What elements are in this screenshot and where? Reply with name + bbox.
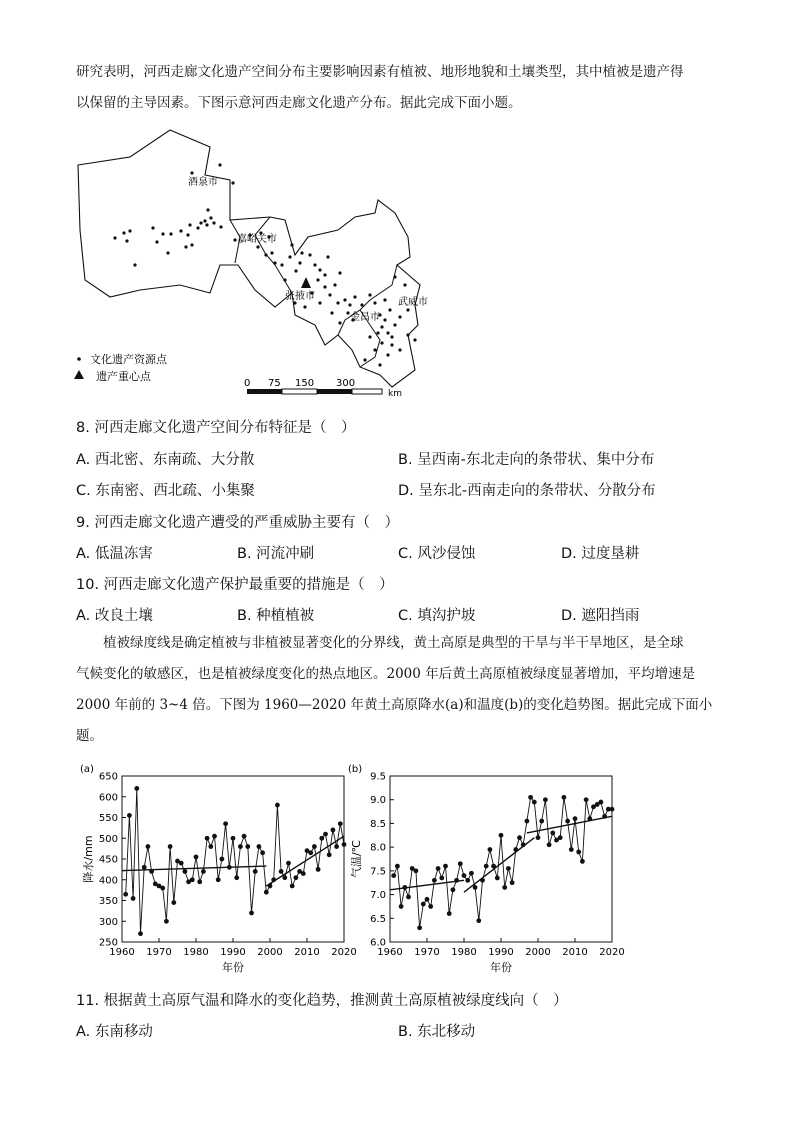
temp-data-point (532, 800, 537, 805)
precip-data-point (342, 842, 347, 847)
city-label-jinchang: 金昌市 (350, 312, 380, 323)
precip-data-point (316, 867, 321, 872)
precip-ytick-label: 650 (98, 771, 118, 783)
q11-option-a[interactable]: A. 东南移动 (76, 1024, 153, 1040)
city-label-zhangye: 张掖市 (285, 291, 315, 302)
precip-xtick-label: 1960 (109, 947, 135, 958)
precip-data-point (331, 828, 336, 833)
heritage-point (403, 283, 406, 286)
temp-data-point (580, 859, 585, 864)
heritage-point (290, 243, 293, 246)
q10-option-c[interactable]: C. 填沟护坡 (398, 608, 476, 624)
question-11-stem: 11. 根据黄土高原气温和降水的变化趋势，推测黄土高原植被绿度线向（ ） (76, 993, 568, 1009)
scale-tick-0: 0 (244, 378, 251, 389)
heritage-point (203, 219, 206, 222)
heritage-point (300, 251, 303, 254)
passage-2-line-3: 2000 年前的 3~4 倍。下图为 1960—2020 年黄土高原降水(a)和温度(b)的变化趋势图。据此完成下面小 (76, 697, 713, 713)
temperature-chart (348, 760, 633, 980)
heritage-point (190, 171, 193, 174)
precip-data-point (286, 861, 291, 866)
heritage-point (190, 243, 193, 246)
heritage-point (196, 226, 199, 229)
precip-data-point (249, 911, 254, 916)
temp-data-point (443, 864, 448, 869)
heritage-point (390, 335, 393, 338)
temp-xtick-label: 2020 (599, 947, 625, 958)
heritage-point (338, 271, 341, 274)
temp-data-point (462, 873, 467, 878)
temp-data-point (406, 895, 411, 900)
precip-data-point (264, 890, 269, 895)
temp-ytick-label: 6.0 (370, 937, 386, 949)
q10-option-b[interactable]: B. 种植植被 (237, 608, 315, 624)
temp-data-point (565, 819, 570, 824)
precip-xlabel: 年份 (222, 961, 244, 974)
q8-option-d[interactable]: D. 呈东北-西南走向的条带状、分散分布 (398, 483, 656, 499)
heritage-point (353, 295, 356, 298)
temp-xtick-label: 2010 (562, 947, 588, 958)
heritage-point (122, 231, 125, 234)
precip-ytick-label: 350 (98, 896, 118, 907)
temp-data-point (495, 876, 500, 881)
precip-data-point (257, 844, 262, 849)
temp-trend-line (527, 816, 612, 833)
precip-data-point (279, 869, 284, 874)
temp-data-point (476, 918, 481, 923)
temp-xtick-label: 1980 (451, 947, 477, 958)
passage-1 (76, 57, 716, 119)
temp-data-point (525, 819, 530, 824)
temp-data-point (550, 831, 555, 836)
heritage-point (298, 261, 301, 264)
precip-data-point (183, 869, 188, 874)
precip-data-point (245, 844, 250, 849)
precip-ytick-label: 450 (98, 854, 118, 866)
heritage-point (383, 318, 386, 321)
heritage-point (206, 208, 209, 211)
temp-ytick-label: 7.0 (370, 890, 386, 902)
temp-data-point (528, 795, 533, 800)
temp-data-point (436, 866, 441, 871)
temp-data-point (576, 849, 581, 854)
heritage-point (378, 363, 381, 366)
temp-data-point (547, 842, 552, 847)
heritage-point (294, 269, 297, 272)
heritage-point (338, 321, 341, 324)
temp-xtick-label: 1960 (377, 947, 403, 958)
precipitation-chart (80, 760, 365, 980)
precip-data-point (223, 821, 228, 826)
precip-ylabel: 降水/mm (82, 835, 95, 883)
precip-ytick-label: 500 (98, 833, 118, 845)
precip-data-point (319, 836, 324, 841)
heritage-point (212, 221, 215, 224)
precip-data-point (190, 877, 195, 882)
heritage-point (188, 223, 191, 226)
scale-unit: km (388, 389, 402, 399)
precip-ytick-label: 600 (98, 792, 118, 804)
temp-data-point (458, 861, 463, 866)
temp-data-point (395, 864, 400, 869)
precip-data-point (212, 834, 217, 839)
temp-data-point (562, 795, 567, 800)
temp-data-point (484, 864, 489, 869)
heritage-point (151, 226, 154, 229)
heritage-point (368, 335, 371, 338)
precip-series-line (126, 788, 344, 933)
precip-ytick-label: 250 (98, 937, 118, 949)
temp-data-point (421, 902, 426, 907)
precip-data-point (294, 875, 299, 880)
precip-data-point (131, 896, 136, 901)
precip-data-point (134, 786, 139, 791)
precip-data-point (164, 919, 169, 924)
heritage-point (318, 301, 321, 304)
temp-data-point (610, 807, 615, 812)
precip-xtick-label: 2010 (294, 947, 320, 958)
city-label-wuwei: 武威市 (398, 297, 428, 308)
temp-data-point (469, 871, 474, 876)
precip-data-point (197, 879, 202, 884)
heritage-point (128, 229, 131, 232)
heritage-point (333, 283, 336, 286)
heritage-point (393, 275, 396, 278)
heritage-point (316, 278, 319, 281)
heritage-point (155, 240, 158, 243)
precip-data-point (146, 844, 151, 849)
heritage-point (308, 253, 311, 256)
scale-tick-150: 150 (295, 378, 315, 389)
precip-data-point (194, 855, 199, 860)
zhangye-boundary (255, 217, 292, 293)
precip-data-point (179, 861, 184, 866)
q8-option-a[interactable]: A. 西北密、东南疏、大分散 (76, 452, 255, 468)
precip-data-point (275, 803, 280, 808)
temp-data-point (517, 835, 522, 840)
precip-xtick-label: 1990 (220, 947, 246, 958)
heritage-point (219, 225, 222, 228)
hexi-corridor-map (70, 125, 430, 400)
question-10-stem: 10. 河西走廊文化遗产保护最重要的措施是（ ） (76, 577, 394, 593)
heritage-point (166, 251, 169, 254)
precip-data-point (308, 850, 313, 855)
temp-data-point (399, 904, 404, 909)
precip-xtick-label: 1980 (183, 947, 209, 958)
q8-option-b[interactable]: B. 呈西南-东北走向的条带状、集中分布 (398, 452, 655, 468)
heritage-point (186, 233, 189, 236)
legend-dot-icon (77, 357, 81, 361)
legend-triangle-icon (74, 370, 84, 379)
heritage-point (323, 273, 326, 276)
passage-1-line-2: 以保留的主导因素。下图示意河西走廊文化遗产分布。据此完成下面小题。 (76, 95, 522, 111)
temp-ytick-label: 6.5 (370, 913, 386, 925)
city-label-jiayuguan: 嘉峪关市 (237, 234, 277, 245)
temp-data-point (428, 904, 433, 909)
precip-xtick-label: 2000 (257, 947, 283, 958)
heritage-point (388, 308, 391, 311)
temp-data-point (558, 835, 563, 840)
heritage-point (283, 278, 286, 281)
heritage-point (360, 303, 363, 306)
scale-tick-75: 75 (268, 378, 281, 389)
precip-trend-line (266, 836, 344, 886)
precip-data-point (220, 857, 225, 862)
heritage-point (256, 245, 259, 248)
heritage-point (380, 341, 383, 344)
heritage-point (218, 163, 221, 166)
temp-data-point (432, 878, 437, 883)
temp-data-point (599, 800, 604, 805)
heritage-point (368, 293, 371, 296)
precip-data-point (338, 821, 343, 826)
heritage-point (184, 245, 187, 248)
passage-2-line-4: 题。 (76, 728, 103, 744)
scale-tick-300: 300 (336, 378, 356, 389)
temp-data-point (447, 911, 452, 916)
jinchang-boundary (338, 265, 397, 335)
temp-data-point (536, 835, 541, 840)
precip-data-point (171, 900, 176, 905)
heritage-point (373, 348, 376, 351)
temp-data-point (439, 876, 444, 881)
precip-data-point (242, 834, 247, 839)
temp-data-point (502, 885, 507, 890)
heritage-center-point (301, 277, 311, 288)
precip-data-point (253, 869, 258, 874)
heritage-point (231, 181, 234, 184)
heritage-point (273, 261, 276, 264)
heritage-point (280, 263, 283, 266)
precip-data-point (168, 844, 173, 849)
precip-data-point (208, 844, 213, 849)
temp-xtick-label: 1990 (488, 947, 514, 958)
q9-option-c[interactable]: C. 风沙侵蚀 (398, 546, 476, 562)
temp-data-point (510, 880, 515, 885)
temp-ytick-label: 8.5 (370, 818, 386, 830)
temp-data-point (465, 878, 470, 883)
passage-2-line-1: 植被绿度线是确定植被与非植被显著变化的分界线，黄土高原是典型的干旱与半干旱地区，是全球 (103, 635, 684, 651)
temp-xtick-label: 1970 (414, 947, 440, 958)
precip-ytick-label: 300 (98, 916, 118, 928)
heritage-point (288, 255, 291, 258)
temp-xtick-label: 2000 (525, 947, 551, 958)
precip-data-point (334, 844, 339, 849)
heritage-point (179, 229, 182, 232)
hexi-region-outline (78, 130, 420, 387)
heritage-point (336, 301, 339, 304)
precip-plot-frame (122, 776, 344, 942)
heritage-point (406, 308, 409, 311)
temp-data-point (539, 819, 544, 824)
precip-panel-label: (a) (80, 764, 94, 775)
heritage-point (406, 333, 409, 336)
heritage-point (393, 323, 396, 326)
temp-data-point (573, 816, 578, 821)
precip-ytick-label: 550 (98, 813, 118, 824)
temp-data-point (543, 797, 548, 802)
heritage-point (398, 348, 401, 351)
heritage-point (343, 298, 346, 301)
temp-ytick-label: 7.5 (370, 866, 386, 878)
precip-ytick-label: 400 (98, 875, 118, 887)
temp-ytick-label: 9.5 (370, 771, 386, 783)
precip-data-point (260, 850, 265, 855)
heritage-point (373, 301, 376, 304)
precip-data-point (205, 836, 210, 841)
passage-2 (76, 628, 716, 752)
temp-data-point (425, 897, 430, 902)
city-label-jiuquan: 酒泉市 (188, 177, 218, 188)
precip-data-point (290, 884, 295, 889)
q11-option-b[interactable]: B. 东北移动 (398, 1024, 476, 1040)
question-8-stem: 8. 河西走廊文化遗产空间分布特征是（ ） (76, 420, 356, 436)
question-9-stem: 9. 河西走廊文化遗产遭受的严重威胁主要有（ ） (76, 515, 399, 531)
precip-xtick-label: 1970 (146, 947, 172, 958)
temp-ytick-label: 8.0 (370, 842, 386, 854)
scale-bar (244, 378, 402, 399)
heritage-point (133, 263, 136, 266)
temp-panel-label: (b) (348, 764, 363, 775)
passage-1-line-1: 研究表明，河西走廊文化遗产空间分布主要影响因素有植被、地形地貌和土壤类型，其中植被是遗产得 (76, 64, 684, 80)
temp-data-point (499, 833, 504, 838)
heritage-point (348, 303, 351, 306)
heritage-point (386, 353, 389, 356)
precip-data-point (123, 892, 128, 897)
precip-data-point (127, 813, 132, 818)
precip-xtick-label: 2020 (331, 947, 357, 958)
q10-option-d[interactable]: D. 遮阳挡雨 (561, 608, 640, 624)
temp-trend-line (464, 838, 534, 893)
heritage-point (318, 268, 321, 271)
precip-data-point (142, 865, 147, 870)
temp-data-point (569, 847, 574, 852)
heritage-point (161, 232, 164, 235)
temp-ytick-label: 9.0 (370, 795, 386, 807)
heritage-point (390, 343, 393, 346)
precip-data-point (231, 836, 236, 841)
heritage-point (303, 305, 306, 308)
q9-option-b[interactable]: B. 河流冲刷 (237, 546, 315, 562)
q10-option-a[interactable]: A. 改良土壤 (76, 608, 153, 624)
temp-data-point (584, 797, 589, 802)
heritage-point (363, 358, 366, 361)
temp-xlabel: 年份 (490, 961, 512, 974)
legend-point-label: 文化遗产资源点 (90, 353, 167, 366)
heritage-point (398, 315, 401, 318)
heritage-point (264, 253, 267, 256)
heritage-point (330, 311, 333, 314)
precip-data-point (160, 886, 165, 891)
heritage-point (383, 298, 386, 301)
heritage-point (386, 331, 389, 334)
q9-option-a[interactable]: A. 低温冻害 (76, 546, 153, 562)
precip-data-point (327, 852, 332, 857)
precip-data-point (216, 877, 221, 882)
precip-data-point (301, 871, 306, 876)
temp-data-point (414, 868, 419, 873)
heritage-point (413, 338, 416, 341)
heritage-point (270, 251, 273, 254)
q8-option-c[interactable]: C. 东南密、西北疏、小集聚 (76, 483, 255, 499)
precip-data-point (238, 844, 243, 849)
legend-center-label: 遗产重心点 (96, 370, 151, 383)
temp-data-point (488, 847, 493, 852)
heritage-point (169, 232, 172, 235)
precip-data-point (234, 875, 239, 880)
temp-data-point (451, 887, 456, 892)
precip-data-point (138, 931, 143, 936)
heritage-point (376, 331, 379, 334)
precip-data-point (201, 869, 206, 874)
heritage-point (113, 236, 116, 239)
heritage-point (209, 216, 212, 219)
temp-data-point (391, 873, 396, 878)
temp-data-point (506, 866, 511, 871)
heritage-point (125, 239, 128, 242)
precip-data-point (323, 832, 328, 837)
temp-ylabel: 气温/℃ (350, 839, 363, 879)
heritage-point (323, 285, 326, 288)
temp-plot-frame (390, 776, 612, 942)
heritage-point (380, 325, 383, 328)
heritage-point (313, 263, 316, 266)
temp-data-point (417, 925, 422, 930)
heritage-point (326, 255, 329, 258)
heritage-point (199, 221, 202, 224)
heritage-point (328, 293, 331, 296)
q9-option-d[interactable]: D. 过度垦耕 (561, 546, 640, 562)
heritage-point (205, 223, 208, 226)
passage-2-line-2: 气候变化的敏感区，也是植被绿度变化的热点地区。2000 年后黄土高原植被绿度显著增加，平均增速是 (76, 666, 696, 682)
precip-data-point (312, 844, 317, 849)
